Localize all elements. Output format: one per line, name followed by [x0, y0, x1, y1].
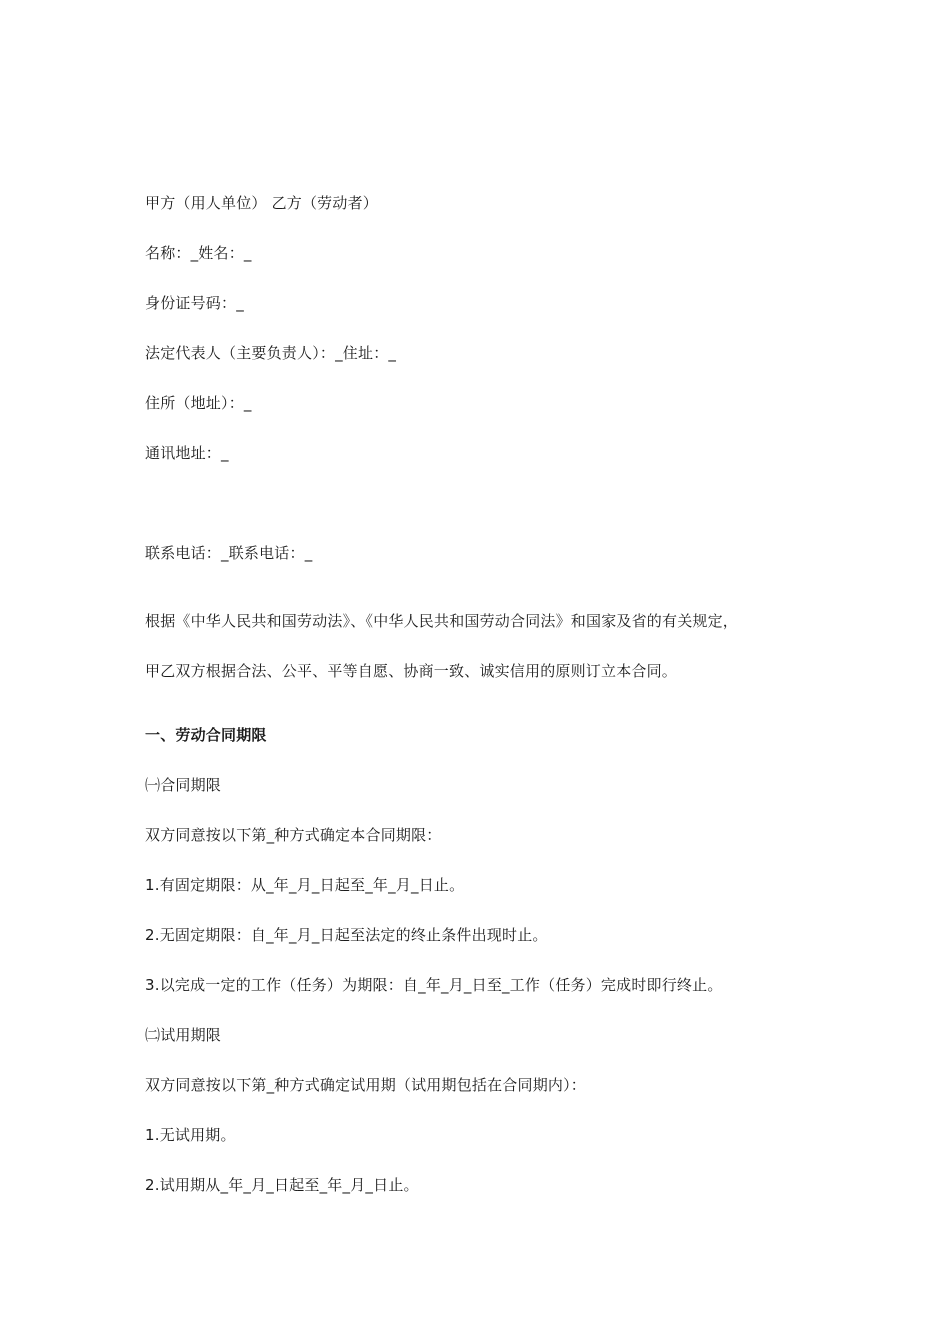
- contact-phone-line: 联系电话：_联系电话：_: [145, 544, 313, 562]
- preamble-line-2: 甲乙双方根据合法、公平、平等自愿、协商一致、诚实信用的原则订立本合同。: [145, 662, 678, 680]
- probation-instruction: 双方同意按以下第_种方式确定试用期（试用期包括在合同期内）：: [145, 1076, 587, 1094]
- option-open-ended: 2.无固定期限：自_年_月_日起至法定的终止条件出现时止。: [145, 926, 548, 944]
- mailing-address-line: 通讯地址：_: [145, 444, 229, 462]
- probation-option-none: 1.无试用期。: [145, 1126, 236, 1144]
- preamble-line-1: 根据《中华人民共和国劳动法》、《中华人民共和国劳动合同法》和国家及省的有关规定，: [145, 612, 739, 630]
- id-number-line: 身份证号码：_: [145, 294, 244, 312]
- section-heading-contract-term: 一、劳动合同期限: [145, 726, 267, 744]
- party-header: 甲方（用人单位） 乙方（劳动者）: [145, 194, 378, 212]
- option-task-based: 3.以完成一定的工作（任务）为期限：自_年_月_日至_工作（任务）完成时即行终止。: [145, 976, 723, 994]
- name-field-line: 名称：_姓名：_: [145, 244, 252, 262]
- legal-representative-line: 法定代表人（主要负责人）：_住址：_: [145, 344, 397, 362]
- domicile-line: 住所（地址）：_: [145, 394, 252, 412]
- probation-option-period: 2.试用期从_年_月_日起至_年_月_日止。: [145, 1176, 419, 1194]
- subsection-contract-period: ㈠合同期限: [145, 776, 222, 794]
- contract-period-instruction: 双方同意按以下第_种方式确定本合同期限：: [145, 826, 442, 844]
- subsection-probation: ㈡试用期限: [145, 1026, 222, 1044]
- option-fixed-term: 1.有固定期限：从_年_月_日起至_年_月_日止。: [145, 876, 465, 894]
